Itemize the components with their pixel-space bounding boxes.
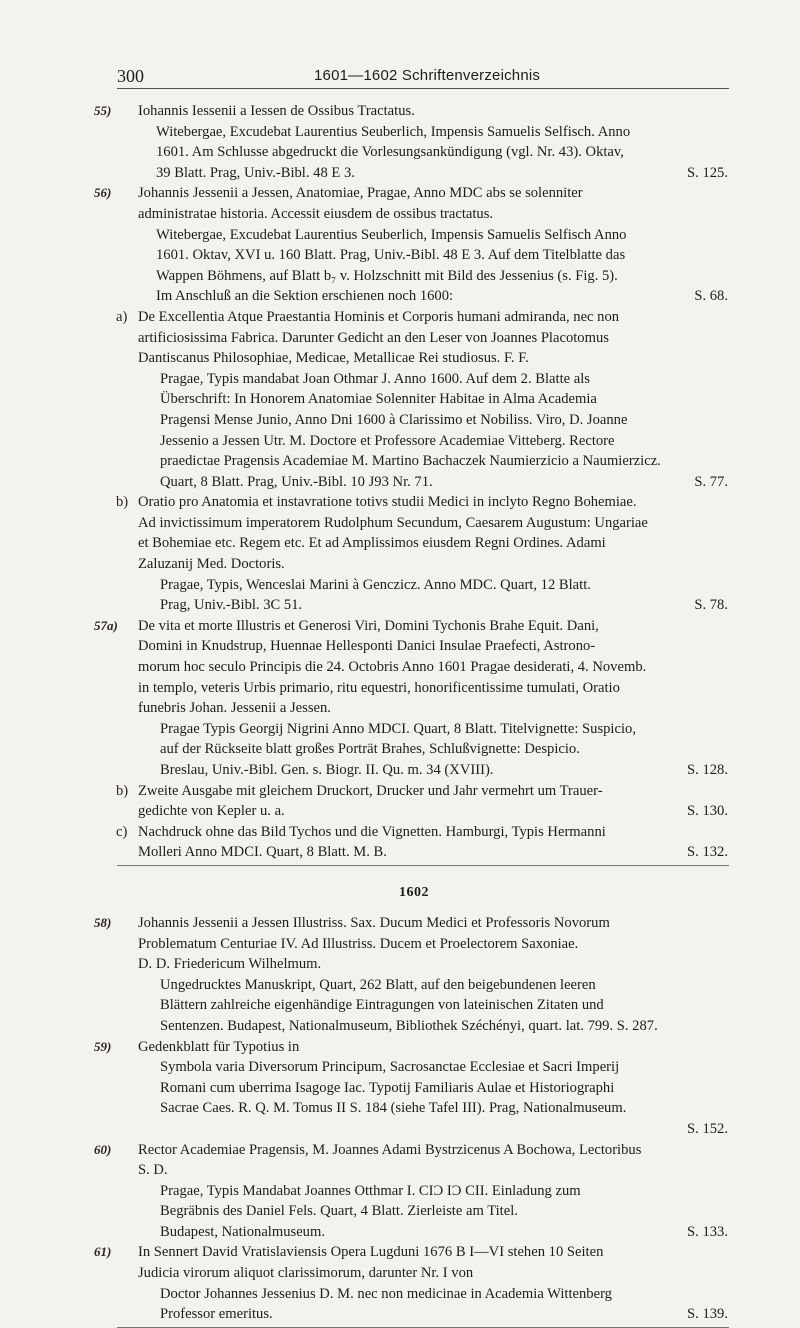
text-line bbox=[94, 328, 734, 349]
line-text: Domini in Knudstrup, Huennae Hellesponti Danici Insulae Praefecti, Astrono- bbox=[138, 638, 596, 655]
text-line bbox=[94, 492, 734, 513]
text-line bbox=[94, 1016, 734, 1037]
line-text: Symbola varia Diversorum Principum, Sacrosanctae Ecclesiae et Sacri Imperij bbox=[160, 1059, 620, 1076]
text-line bbox=[94, 842, 734, 863]
text-line bbox=[94, 451, 734, 472]
line-text: praedictae Pragensis Academiae M. Martino Bachaczek Naumierzicio a Naumierzicz. bbox=[160, 453, 661, 470]
line-text: Breslau, Univ.-Bibl. Gen. s. Biogr. II. Qu. m. 34 (XVIII). bbox=[160, 762, 494, 778]
text-line bbox=[94, 636, 734, 657]
text-line bbox=[94, 678, 734, 699]
text-line bbox=[94, 1037, 734, 1058]
line-text: Budapest, Nationalmuseum. bbox=[160, 1223, 325, 1240]
text-line bbox=[94, 431, 734, 452]
line-text: Romani cum uberrima Isagoge Iac. Typotij Familiaris Aulae et Historiographi bbox=[160, 1079, 615, 1096]
text-line bbox=[94, 1160, 734, 1181]
page-reference: S. 139. bbox=[687, 1306, 728, 1323]
line-text: Oratio pro Anatomia et instavratione totivs studii Medici in inclyto Regno Bohemiae. bbox=[138, 494, 637, 511]
text-line bbox=[94, 533, 734, 554]
page-reference: S. 130. bbox=[687, 803, 728, 820]
line-text: Judicia virorum aliquot clarissimorum, darunter Nr. I von bbox=[138, 1265, 474, 1282]
bibliography-body bbox=[94, 101, 734, 1325]
text-line bbox=[94, 389, 734, 410]
text-line bbox=[94, 472, 734, 493]
line-text: Ungedrucktes Manuskript, Quart, 262 Blatt, auf den beigebundenen leeren bbox=[160, 976, 596, 993]
line-text: Witebergae, Excudebat Laurentius Seuberlich, Impensis Samuelis Selfisch. Anno bbox=[156, 123, 631, 140]
text-line bbox=[94, 954, 734, 975]
line-text: D. D. Friedericum Wilhelmum. bbox=[138, 956, 322, 973]
line-text: gedichte von Kepler u. a. bbox=[138, 803, 285, 820]
entry-number: 61) bbox=[94, 1244, 112, 1260]
line-text: Ad invictissimum imperatorem Rudolphum Secundum, Caesarem Augustum: Ungariae bbox=[138, 514, 648, 531]
text-line bbox=[94, 781, 734, 802]
line-text: Jessenio a Jessen Utr. M. Doctore et Professore Academiae Vitteberg. Rectore bbox=[160, 432, 615, 449]
line-text: Problematum Centuriae IV. Ad Illustriss. Ducem et Proelectorem Saxoniae. bbox=[138, 935, 579, 952]
page-reference: S. 128. bbox=[687, 762, 728, 778]
line-text: funebris Johan. Jessenii a Jessen. bbox=[138, 700, 331, 717]
section-1601 bbox=[94, 101, 734, 863]
line-text: auf der Rückseite blatt großes Porträt Brahes, Schlußvignette: Despicio. bbox=[160, 741, 580, 758]
line-text: Professor emeritus. bbox=[160, 1306, 273, 1323]
line-text: 1601. Am Schlusse abgedruckt die Vorlesungsankündigung (vgl. Nr. 43). Oktav, bbox=[156, 144, 624, 161]
page-reference: S. 152. bbox=[687, 1120, 728, 1137]
line-text: De vita et morte Illustris et Generosi Viri, Domini Tychonis Brahe Equit. Dani, bbox=[138, 617, 599, 634]
line-text: Blättern zahlreiche eigenhändige Eintragungen von lateinischen Zitaten und bbox=[160, 997, 604, 1014]
entry-number: c) bbox=[116, 823, 128, 840]
line-text: Witebergae, Excudebat Laurentius Seuberlich, Impensis Samuelis Selfisch Anno bbox=[156, 226, 627, 243]
text-line bbox=[94, 1057, 734, 1078]
entry-number: b) bbox=[116, 782, 129, 799]
text-line bbox=[94, 369, 734, 390]
text-line bbox=[94, 1098, 734, 1119]
entry-number: 57a) bbox=[94, 617, 118, 633]
entry-number: a) bbox=[116, 308, 128, 325]
line-text: De Excellentia Atque Praestantia Hominis et Corporis humani admiranda, nec non bbox=[138, 308, 620, 325]
entry-number: 60) bbox=[94, 1141, 112, 1157]
text-line bbox=[94, 595, 734, 616]
page-reference: S. 132. bbox=[687, 844, 728, 861]
page-reference: S. 68. bbox=[694, 288, 728, 305]
line-text: Zaluzanij Med. Doctoris. bbox=[138, 556, 285, 573]
line-text: in templo, veteris Urbis primario, ritu equestri, honorificentissime tumulati, Oratio bbox=[138, 679, 620, 696]
page-reference: S. 78. bbox=[694, 597, 728, 614]
text-line bbox=[94, 1242, 734, 1263]
line-text: Johannis Jessenii a Jessen, Anatomiae, Pragae, Anno MDC abs se solenniter bbox=[138, 185, 583, 202]
text-line bbox=[94, 225, 734, 246]
page-reference: S. 133. bbox=[687, 1223, 728, 1240]
text-line bbox=[94, 934, 734, 955]
year-heading: 1602 bbox=[399, 884, 429, 900]
text-line bbox=[94, 760, 734, 781]
text-line bbox=[94, 204, 734, 225]
text-line bbox=[94, 307, 734, 328]
line-text: Nachdruck ohne das Bild Tychos und die Vignetten. Hamburgi, Typis Hermanni bbox=[138, 823, 606, 840]
line-text: et Bohemiae etc. Regem etc. Et ad Amplissimos eiusdem Regni Ordines. Adami bbox=[138, 535, 606, 552]
text-line bbox=[94, 1304, 734, 1325]
line-text: Zweite Ausgabe mit gleichem Druckort, Drucker und Jahr vermehrt um Trauer- bbox=[138, 782, 603, 799]
text-line bbox=[94, 1140, 734, 1161]
text-line bbox=[94, 554, 734, 575]
line-text: Begräbnis des Daniel Fels. Quart, 4 Blatt. Zierleiste am Titel. bbox=[160, 1203, 518, 1220]
text-line bbox=[94, 266, 734, 287]
line-text: Pragensi Mense Junio, Anno Dni 1600 à Clarissimo et Nobiliss. Viro, D. Joanne bbox=[160, 411, 628, 428]
text-line bbox=[94, 913, 734, 934]
text-line bbox=[94, 183, 734, 204]
text-line bbox=[94, 698, 734, 719]
text-line bbox=[94, 101, 734, 122]
text-line bbox=[94, 245, 734, 266]
text-line bbox=[94, 995, 734, 1016]
line-text: Pragae, Typis, Wenceslai Marini à Genczicz. Anno MDC. Quart, 12 Blatt. bbox=[160, 576, 591, 593]
section-1602 bbox=[94, 913, 734, 1325]
line-text: Rector Academiae Pragensis, M. Joannes Adami Bystrzicenus A Bochowa, Lectoribus bbox=[138, 1141, 642, 1158]
line-text: Johannis Jessenii a Jessen Illustriss. Sax. Ducum Medici et Professoris Novorum bbox=[138, 914, 610, 931]
page-number: 300 bbox=[117, 66, 144, 86]
line-text: 1601. Oktav, XVI u. 160 Blatt. Prag, Univ.-Bibl. 48 E 3. Auf dem Titelblatte das bbox=[156, 247, 626, 264]
text-line bbox=[94, 657, 734, 678]
year-heading-block bbox=[94, 863, 734, 913]
text-line bbox=[94, 575, 734, 596]
line-text: Doctor Johannes Jessenius D. M. nec non medicinae in Academia Wittenberg bbox=[160, 1285, 612, 1302]
text-line bbox=[94, 410, 734, 431]
text-line bbox=[94, 1263, 734, 1284]
text-line bbox=[94, 1181, 734, 1202]
text-line bbox=[94, 122, 734, 143]
entry-number: b) bbox=[116, 494, 129, 511]
text-line bbox=[94, 975, 734, 996]
text-line bbox=[94, 616, 734, 637]
text-line bbox=[94, 822, 734, 843]
line-text: Prag, Univ.-Bibl. 3C 51. bbox=[160, 597, 303, 614]
line-text: Sacrae Caes. R. Q. M. Tomus II S. 184 (siehe Tafel III). Prag, Nationalmuseum. bbox=[160, 1100, 627, 1117]
page-header bbox=[117, 66, 729, 89]
line-text: artificiosissima Fabrica. Darunter Gedicht an den Leser von Joannes Placotomus bbox=[138, 329, 609, 346]
line-text: S. D. bbox=[138, 1162, 168, 1179]
text-line bbox=[94, 719, 734, 740]
text-line bbox=[94, 142, 734, 163]
text-line bbox=[94, 739, 734, 760]
page-reference: S. 77. bbox=[694, 473, 728, 490]
line-text: Pragae Typis Georgij Nigrini Anno MDCI. Quart, 8 Blatt. Titelvignette: Suspicio, bbox=[160, 720, 636, 737]
line-text: Wappen Böhmens, auf Blatt b₇ v. Holzschnitt mit Bild des Jessenius (s. Fig. 5). bbox=[156, 267, 618, 284]
page-reference: S. 125. bbox=[687, 164, 728, 181]
text-line bbox=[94, 513, 734, 534]
entry-number: 56) bbox=[94, 185, 112, 201]
text-line bbox=[94, 286, 734, 307]
line-text: Pragae, Typis mandabat Joan Othmar J. Anno 1600. Auf dem 2. Blatte als bbox=[160, 370, 590, 387]
text-line bbox=[94, 1119, 734, 1140]
line-text: Quart, 8 Blatt. Prag, Univ.-Bibl. 10 J93 Nr. 71. bbox=[160, 473, 433, 490]
line-text: Pragae, Typis Mandabat Joannes Otthmar I. CIƆ IƆ CII. Einladung zum bbox=[160, 1182, 581, 1199]
line-text: Überschrift: In Honorem Anatomiae Solenniter Habitae in Alma Academia bbox=[160, 391, 597, 408]
text-line bbox=[94, 1078, 734, 1099]
text-line bbox=[94, 348, 734, 369]
line-text: Sentenzen. Budapest, Nationalmuseum, Bibliothek Széchényi, quart. lat. 799. S. 287. bbox=[160, 1017, 658, 1034]
line-text: administratae historia. Accessit eiusdem de ossibus tractatus. bbox=[138, 205, 494, 222]
line-text: Dantiscanus Philosophiae, Medicae, Metallicae Rei studiosus. F. F. bbox=[138, 350, 529, 367]
section-divider bbox=[117, 865, 729, 866]
line-text: Iohannis Iessenii a Iessen de Ossibus Tractatus. bbox=[138, 103, 415, 119]
entry-number: 59) bbox=[94, 1038, 112, 1054]
line-text: Gedenkblatt für Typotius in bbox=[138, 1038, 300, 1055]
text-line bbox=[94, 1201, 734, 1222]
line-text: In Sennert David Vratislaviensis Opera Lugduni 1676 B I—VI stehen 10 Seiten bbox=[138, 1244, 604, 1261]
text-line bbox=[94, 1284, 734, 1305]
running-title: 1601—1602 Schriftenverzeichnis bbox=[314, 67, 541, 84]
line-text: Molleri Anno MDCI. Quart, 8 Blatt. M. B. bbox=[138, 844, 387, 861]
entry-number: 55) bbox=[94, 103, 112, 118]
text-line bbox=[94, 163, 734, 184]
text-line bbox=[94, 801, 734, 822]
line-text: Im Anschluß an die Sektion erschienen noch 1600: bbox=[156, 288, 454, 305]
line-text: 39 Blatt. Prag, Univ.-Bibl. 48 E 3. bbox=[156, 164, 355, 181]
entry-number: 58) bbox=[94, 914, 112, 930]
line-text: morum hoc seculo Principis die 24. Octobris Anno 1601 Pragae desiderati, 4. Novemb. bbox=[138, 659, 647, 676]
